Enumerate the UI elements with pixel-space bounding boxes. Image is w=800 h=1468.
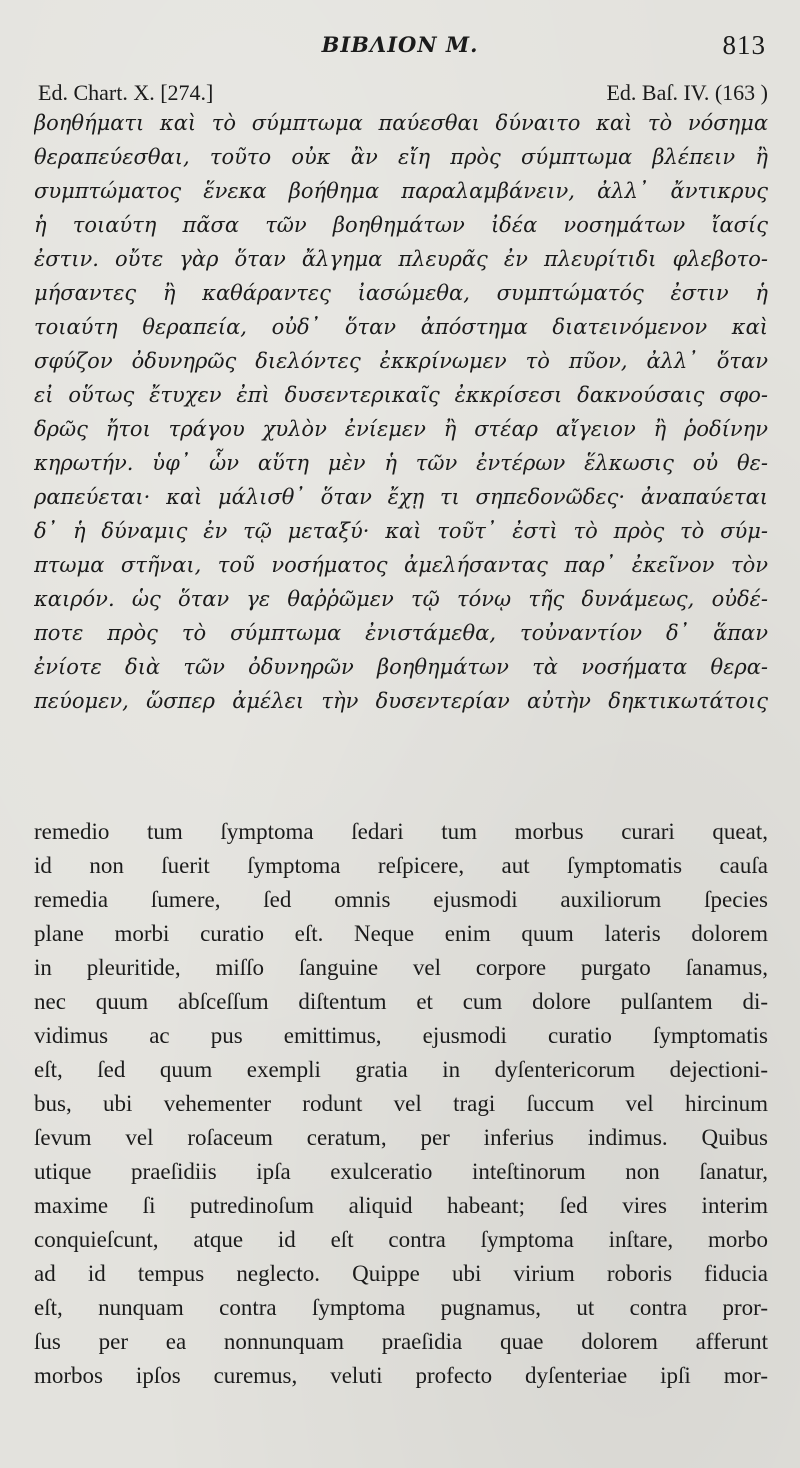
greek-line: πεύομεν, ὥσπερ ἀμέλει τὴν δυσεντερίαν αὐτὴν δηκτικωτάτοις (34, 689, 768, 713)
greek-line: μήσαντες ἢ καθάραντες ἰασώμεθα, συμπτώματός ἐστιν ἡ (34, 281, 768, 305)
latin-line: eſt, nunquam contra ſymptoma pugnamus, ut contra pror- (34, 1295, 768, 1320)
greek-line: συμπτώματος ἕνεκα βοήθημα παραλαμβάνειν, ἀλλ᾽ ἄντικρυς (34, 179, 768, 203)
running-title: BIBΛION M. (321, 32, 479, 57)
greek-line: δ᾽ ἡ δύναμις ἐν τῷ μεταξύ· καὶ τοῦτ᾽ ἐστὶ τὸ πρὸς τὸ σύμ- (34, 519, 768, 543)
latin-line: remedio tum ſymptoma ſedari tum morbus curari queat, (34, 819, 768, 844)
latin-line: plane morbi curatio eſt. Neque enim quum lateris dolorem (34, 921, 768, 946)
latin-line: vidimus ac pus emittimus, ejusmodi curatio ſymptomatis (34, 1023, 768, 1048)
latin-line: conquieſcunt, atque id eſt contra ſymptoma inſtare, morbo (34, 1227, 768, 1252)
latin-line: in pleuritide, miſſo ſanguine vel corpore purgato ſanamus, (34, 955, 768, 980)
running-head (0, 30, 800, 64)
latin-line: ſus per ea nonnunquam praeſidia quae dolorem afferunt (34, 1329, 768, 1354)
greek-line: κηρωτήν. ὑφ᾽ ὧν αὕτη μὲν ἡ τῶν ἐντέρων ἕλκωσις οὐ θε- (34, 451, 768, 475)
latin-line: eſt, ſed quum exempli gratia in dyſentericorum dejectioni- (34, 1057, 768, 1082)
greek-line: πτωμα στῆναι, τοῦ νοσήματος ἀμελήσαντας παρ᾽ ἐκεῖνον τὸν (34, 553, 768, 577)
greek-line: ἡ τοιαύτη πᾶσα τῶν βοηθημάτων ἰδέα νοσημάτων ἴασίς (34, 213, 768, 237)
latin-line: nec quum abſceſſum diſtentum et cum dolore pulſantem di- (34, 989, 768, 1014)
latin-line: utique praeſidiis ipſa exulceratio inteſtinorum non ſanatur, (34, 1159, 768, 1184)
greek-line: καιρόν. ὡς ὅταν γε θαῤῥῶμεν τῷ τόνῳ τῆς δυνάμεως, οὐδέ- (34, 587, 768, 611)
greek-line: εἰ οὕτως ἔτυχεν ἐπὶ δυσεντερικαῖς ἐκκρίσεσι δακνούσαις σφο- (34, 383, 768, 407)
latin-line: ſevum vel roſaceum ceratum, per inferius indimus. Quibus (34, 1125, 768, 1150)
greek-text-block (34, 106, 768, 718)
latin-text-block (34, 815, 768, 1393)
greek-line: δρῶς ἤτοι τράγου χυλὸν ἐνίεμεν ἢ στέαρ αἴγειον ἢ ῥοδίνην (34, 417, 768, 441)
greek-line: ποτε πρὸς τὸ σύμπτωμα ἐνιστάμεθα, τοὐναντίον δ᾽ ἅπαν (34, 621, 768, 645)
greek-line: βοηθήματι καὶ τὸ σύμπτωμα παύεσθαι δύναιτο καὶ τὸ νόσημα (34, 111, 768, 135)
page-number: 813 (722, 30, 766, 60)
latin-line: bus, ubi vehementer rodunt vel tragi ſuccum vel hircinum (34, 1091, 768, 1116)
greek-line: ἐστιν. οὔτε γὰρ ὅταν ἄλγημα πλευρᾶς ἐν πλευρίτιδι φλεβοτο- (34, 247, 768, 271)
greek-line: σφύζον ὀδυνηρῶς διελόντες ἐκκρίνωμεν τὸ πῦον, ἀλλ᾽ ὅταν (34, 349, 768, 373)
edition-chartier: Ed. Chart. X. [274.] (38, 80, 214, 105)
greek-line: θεραπεύεσθαι, τοῦτο οὐκ ἂν εἴη πρὸς σύμπτωμα βλέπειν ἢ (34, 145, 768, 169)
latin-line: morbos ipſos curemus, veluti profecto dyſenteriae ipſi mor- (34, 1363, 768, 1388)
greek-line: ραπεύεται· καὶ μάλισθ᾽ ὅταν ἔχῃ τι σηπεδονῶδες· ἀναπαύεται (34, 485, 768, 509)
latin-line: maxime ſi putredinoſum aliquid habeant; ſed vires interim (34, 1193, 768, 1218)
greek-line: τοιαύτη θεραπεία, οὐδ᾽ ὅταν ἀπόστημα διατεινόμενον καὶ (34, 315, 768, 339)
latin-line: ad id tempus neglecto. Quippe ubi virium roboris fiducia (34, 1261, 768, 1286)
greek-line: ἐνίοτε διὰ τῶν ὀδυνηρῶν βοηθημάτων τὰ νοσήματα θερα- (34, 655, 768, 679)
latin-line: remedia ſumere, ſed omnis ejusmodi auxiliorum ſpecies (34, 887, 768, 912)
latin-line: id non ſuerit ſymptoma reſpicere, aut ſymptomatis cauſa (34, 853, 768, 878)
edition-basel: Ed. Baſ. IV. (163 ) (606, 80, 768, 105)
